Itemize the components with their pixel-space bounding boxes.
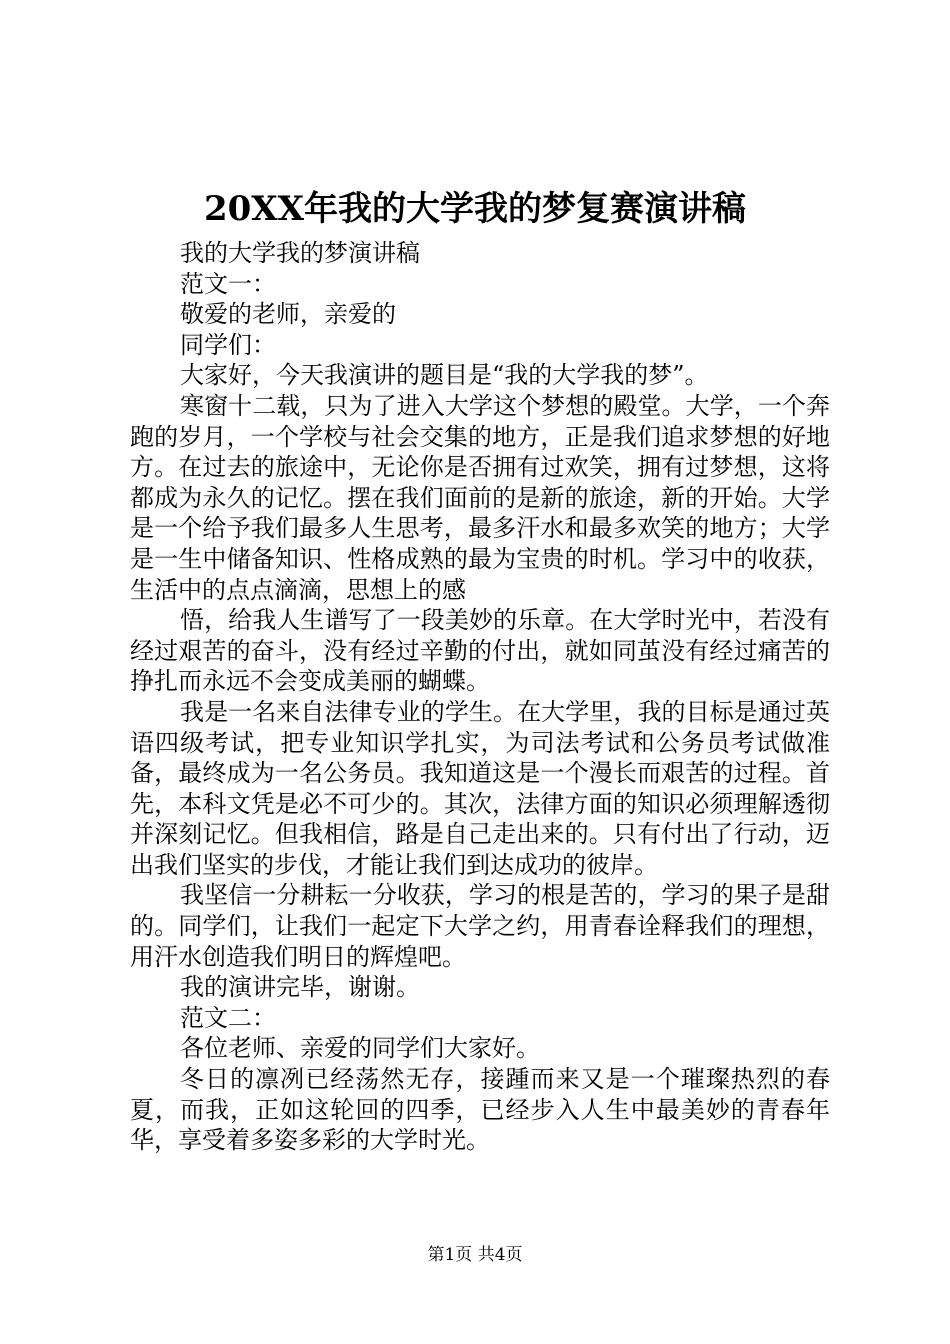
- paragraph-closing: 我的演讲完毕，谢谢。: [180, 973, 420, 1002]
- document-title: 20XX年我的大学我的梦复赛演讲稿: [203, 189, 747, 229]
- paragraph-sample-two-label: 范文二：: [180, 1003, 276, 1032]
- paragraph-greeting-two: 各位老师、亲爱的同学们大家好。: [180, 1034, 540, 1063]
- paragraph-body: 我坚信一分耕耘一分收获，学习的根是苦的，学习的果子是甜的。同学们，让我们一起定下大学之约，用青春诠释我们的理想，用汗水创造我们明日的辉煌吧。: [130, 881, 830, 971]
- paragraph-heading: 我的大学我的梦演讲稿: [180, 239, 420, 267]
- paragraph-body: 我是一名来自法律专业的学生。在大学里，我的目标是通过英语四级考试，把专业知识学扎实，为司法考试和公务员考试做准备，最终成为一名公务员。我知道这是一个漫长而艰苦的过程。首先，本科文凭是必不可少的。其次，法律方面的知识必须理解透彻并深刻记忆。但我相信，路是自己走出来的。只有付出了行动，迈出我们坚实的步伐，才能让我们到达成功的彼岸。: [130, 697, 830, 879]
- document-body: [130, 238, 830, 1156]
- paragraph-salutation-teachers: 敬爱的老师，亲爱的: [180, 300, 396, 329]
- paragraph-body: 寒窗十二载，只为了进入大学这个梦想的殿堂。大学，一个奔跑的岁月，一个学校与社会交集的地方，正是我们追求梦想的好地方。在过去的旅途中，无论你是否拥有过欢笑，拥有过梦想，这将都成为永久的记忆。摆在我们面前的是新的旅途，新的开始。大学是一个给予我们最多人生思考，最多汗水和最多欢笑的地方；大学是一生中储备知识、性格成熟的最为宝贵的时机。学习中的收获，生活中的点点滴滴，思想上的感: [130, 391, 830, 604]
- page-footer: 第1页 共4页: [427, 1245, 523, 1265]
- paragraph-body: 悟，给我人生谱写了一段美妙的乐章。在大学时光中，若没有经过艰苦的奋斗，没有经过辛勤的付出，就如同茧没有经过痛苦的挣扎而永远不会变成美丽的蝴蝶。: [130, 606, 830, 696]
- paragraph-salutation-classmates: 同学们：: [180, 330, 276, 359]
- paragraph-sample-one-label: 范文一：: [180, 269, 276, 298]
- paragraph-greeting: 大家好，今天我演讲的题目是“我的大学我的梦”。: [180, 361, 709, 390]
- paragraph-body: 冬日的凛冽已经荡然无存，接踵而来又是一个璀璨热烈的春夏，而我，正如这轮回的四季，已经步入人生中最美妙的青春年华，享受着多姿多彩的大学时光。: [130, 1065, 830, 1155]
